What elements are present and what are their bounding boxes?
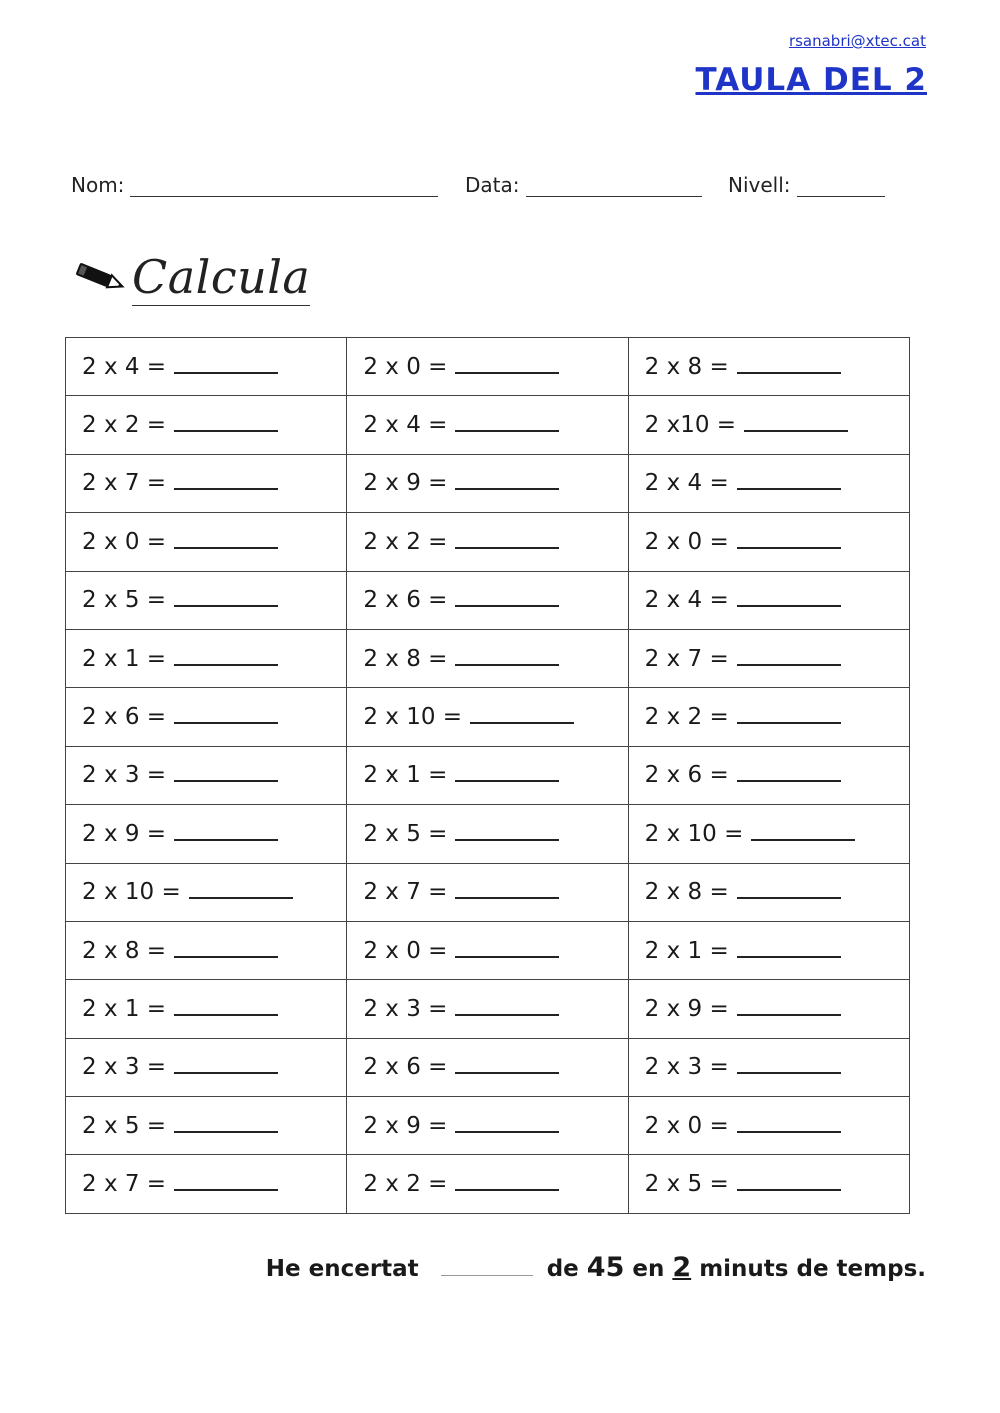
exercise-cell bbox=[628, 571, 909, 629]
score-footer bbox=[266, 1252, 926, 1283]
worksheet-title: TAULA DEL 2 bbox=[695, 62, 927, 98]
exercise-table bbox=[65, 337, 910, 1214]
exercise-prompt: 2 x 7 = bbox=[82, 1171, 167, 1198]
answer-line[interactable] bbox=[174, 648, 278, 666]
exercise-cell bbox=[628, 805, 909, 863]
level-label: Nivell: bbox=[728, 173, 791, 197]
table-row bbox=[66, 1097, 910, 1155]
level-line[interactable] bbox=[797, 177, 885, 197]
answer-line[interactable] bbox=[737, 531, 841, 549]
section-header bbox=[72, 250, 312, 315]
exercise-cell bbox=[66, 338, 347, 396]
answer-line[interactable] bbox=[737, 940, 841, 958]
answer-line[interactable] bbox=[470, 706, 574, 724]
exercise-prompt: 2 x 6 = bbox=[363, 587, 448, 614]
exercise-cell bbox=[347, 746, 628, 804]
footer-connector: en bbox=[632, 1256, 665, 1282]
exercise-cell bbox=[66, 805, 347, 863]
answer-line[interactable] bbox=[455, 881, 559, 899]
exercise-prompt: 2 x 5 = bbox=[82, 1112, 167, 1139]
exercise-prompt: 2 x10 = bbox=[644, 412, 737, 439]
exercise-prompt: 2 x 2 = bbox=[363, 1171, 448, 1198]
exercise-prompt: 2 x 9 = bbox=[82, 820, 167, 847]
exercise-prompt: 2 x 7 = bbox=[363, 879, 448, 906]
answer-line[interactable] bbox=[455, 531, 559, 549]
exercise-cell bbox=[347, 454, 628, 512]
name-label: Nom: bbox=[71, 173, 125, 197]
exercise-prompt: 2 x 1 = bbox=[82, 645, 167, 672]
exercise-cell bbox=[347, 1155, 628, 1213]
exercise-prompt: 2 x 10 = bbox=[82, 879, 181, 906]
answer-line[interactable] bbox=[737, 764, 841, 782]
exercise-prompt: 2 x 9 = bbox=[644, 995, 729, 1022]
table-row bbox=[66, 805, 910, 863]
exercise-cell bbox=[347, 571, 628, 629]
exercise-prompt: 2 x 3 = bbox=[82, 1054, 167, 1081]
exercise-cell bbox=[628, 980, 909, 1038]
exercise-cell bbox=[347, 396, 628, 454]
table-row bbox=[66, 571, 910, 629]
answer-line[interactable] bbox=[737, 648, 841, 666]
exercise-prompt: 2 x 6 = bbox=[363, 1054, 448, 1081]
exercise-prompt: 2 x 9 = bbox=[363, 1112, 448, 1139]
answer-line[interactable] bbox=[737, 998, 841, 1016]
footer-suffix: minuts de temps. bbox=[699, 1256, 926, 1282]
answer-line[interactable] bbox=[455, 1056, 559, 1074]
footer-middle: de bbox=[546, 1256, 579, 1282]
exercise-cell bbox=[347, 688, 628, 746]
answer-line[interactable] bbox=[174, 589, 278, 607]
footer-minutes: 2 bbox=[672, 1252, 692, 1283]
table-row bbox=[66, 980, 910, 1038]
exercise-cell bbox=[66, 1038, 347, 1096]
exercise-prompt: 2 x 3 = bbox=[363, 995, 448, 1022]
date-field[interactable] bbox=[465, 173, 702, 197]
pencil-icon bbox=[72, 261, 128, 295]
exercise-prompt: 2 x 8 = bbox=[644, 879, 729, 906]
exercise-cell bbox=[628, 629, 909, 687]
exercise-cell bbox=[66, 396, 347, 454]
answer-line[interactable] bbox=[737, 1115, 841, 1133]
answer-line[interactable] bbox=[174, 823, 278, 841]
answer-line[interactable] bbox=[174, 1115, 278, 1133]
exercise-cell bbox=[66, 746, 347, 804]
answer-line[interactable] bbox=[174, 1173, 278, 1191]
exercise-cell bbox=[347, 629, 628, 687]
exercise-prompt: 2 x 6 = bbox=[644, 762, 729, 789]
author-email-link[interactable]: rsanabri@xtec.cat bbox=[788, 32, 926, 50]
date-line[interactable] bbox=[526, 177, 702, 197]
exercise-prompt: 2 x 0 = bbox=[363, 937, 448, 964]
exercise-prompt: 2 x 7 = bbox=[82, 470, 167, 497]
exercise-prompt: 2 x 4 = bbox=[644, 470, 729, 497]
footer-prefix: He encertat bbox=[265, 1256, 419, 1282]
exercise-prompt: 2 x 1 = bbox=[82, 995, 167, 1022]
exercise-prompt: 2 x 2 = bbox=[363, 528, 448, 555]
exercise-cell bbox=[66, 1155, 347, 1213]
answer-line[interactable] bbox=[455, 1173, 559, 1191]
exercise-cell bbox=[347, 1097, 628, 1155]
exercise-cell bbox=[628, 338, 909, 396]
table-row bbox=[66, 338, 910, 396]
exercise-prompt: 2 x 3 = bbox=[644, 1054, 729, 1081]
exercise-prompt: 2 x 7 = bbox=[644, 645, 729, 672]
exercise-cell bbox=[628, 921, 909, 979]
table-row bbox=[66, 1038, 910, 1096]
exercise-prompt: 2 x 5 = bbox=[82, 587, 167, 614]
table-row bbox=[66, 396, 910, 454]
name-field[interactable] bbox=[71, 173, 438, 197]
answer-line[interactable] bbox=[737, 472, 841, 490]
exercise-prompt: 2 x 0 = bbox=[644, 1112, 729, 1139]
exercise-cell bbox=[347, 805, 628, 863]
answer-line[interactable] bbox=[174, 1056, 278, 1074]
exercise-cell bbox=[347, 921, 628, 979]
answer-line[interactable] bbox=[174, 998, 278, 1016]
answer-line[interactable] bbox=[189, 881, 293, 899]
exercise-cell bbox=[66, 571, 347, 629]
exercise-cell bbox=[628, 688, 909, 746]
answer-line[interactable] bbox=[455, 356, 559, 374]
answer-line[interactable] bbox=[174, 356, 278, 374]
exercise-cell bbox=[628, 1097, 909, 1155]
answer-line[interactable] bbox=[751, 823, 855, 841]
exercise-prompt: 2 x 10 = bbox=[644, 820, 744, 847]
exercise-prompt: 2 x 0 = bbox=[644, 528, 729, 555]
exercise-prompt: 2 x 4 = bbox=[644, 587, 729, 614]
exercise-cell bbox=[66, 921, 347, 979]
answer-line[interactable] bbox=[737, 706, 841, 724]
exercise-cell bbox=[628, 513, 909, 571]
exercise-prompt: 2 x 2 = bbox=[644, 704, 729, 731]
exercise-prompt: 2 x 0 = bbox=[363, 353, 448, 380]
exercise-prompt: 2 x 2 = bbox=[82, 412, 167, 439]
exercise-cell bbox=[66, 629, 347, 687]
name-line[interactable] bbox=[130, 177, 438, 197]
exercise-cell bbox=[347, 513, 628, 571]
exercise-prompt: 2 x 1 = bbox=[363, 762, 448, 789]
answer-line[interactable] bbox=[455, 648, 559, 666]
exercise-cell bbox=[347, 980, 628, 1038]
exercise-cell bbox=[628, 746, 909, 804]
answer-line[interactable] bbox=[174, 940, 278, 958]
answer-line[interactable] bbox=[737, 356, 841, 374]
answer-line[interactable] bbox=[737, 1056, 841, 1074]
answer-line[interactable] bbox=[455, 823, 559, 841]
exercise-cell bbox=[66, 688, 347, 746]
exercise-cell bbox=[66, 1097, 347, 1155]
exercise-cell bbox=[66, 513, 347, 571]
answer-line[interactable] bbox=[744, 414, 848, 432]
table-row bbox=[66, 1155, 910, 1213]
answer-line[interactable] bbox=[455, 940, 559, 958]
exercise-prompt: 2 x 9 = bbox=[363, 470, 448, 497]
exercise-cell bbox=[347, 1038, 628, 1096]
answer-line[interactable] bbox=[737, 589, 841, 607]
exercise-cell bbox=[66, 980, 347, 1038]
exercise-cell bbox=[628, 396, 909, 454]
answer-line[interactable] bbox=[455, 998, 559, 1016]
answer-line[interactable] bbox=[455, 414, 559, 432]
exercise-prompt: 2 x 5 = bbox=[644, 1171, 729, 1198]
exercise-cell bbox=[628, 1038, 909, 1096]
exercise-prompt: 2 x 1 = bbox=[644, 937, 729, 964]
answer-line[interactable] bbox=[174, 414, 278, 432]
exercise-cell bbox=[66, 454, 347, 512]
answer-line[interactable] bbox=[737, 1173, 841, 1191]
exercise-cell bbox=[347, 338, 628, 396]
exercise-prompt: 2 x 8 = bbox=[363, 645, 448, 672]
answer-line[interactable] bbox=[174, 706, 278, 724]
exercise-prompt: 2 x 10 = bbox=[363, 704, 463, 731]
exercise-prompt: 2 x 4 = bbox=[363, 412, 448, 439]
table-row bbox=[66, 921, 910, 979]
exercise-cell bbox=[347, 863, 628, 921]
answer-line[interactable] bbox=[174, 531, 278, 549]
date-label: Data: bbox=[465, 173, 520, 197]
answer-line[interactable] bbox=[174, 764, 278, 782]
exercise-prompt: 2 x 5 = bbox=[363, 820, 448, 847]
exercise-prompt: 2 x 4 = bbox=[82, 353, 167, 380]
exercise-cell bbox=[628, 1155, 909, 1213]
exercise-prompt: 2 x 8 = bbox=[82, 937, 167, 964]
student-info-row bbox=[71, 173, 931, 203]
footer-total: 45 bbox=[586, 1252, 625, 1283]
table-row bbox=[66, 863, 910, 921]
exercise-cell bbox=[628, 863, 909, 921]
exercise-prompt: 2 x 3 = bbox=[82, 762, 167, 789]
score-answer-line[interactable] bbox=[441, 1254, 533, 1276]
exercise-cell bbox=[628, 454, 909, 512]
section-title: Calcula bbox=[132, 250, 311, 304]
exercise-prompt: 2 x 8 = bbox=[644, 353, 729, 380]
exercise-prompt: 2 x 0 = bbox=[82, 528, 167, 555]
table-row bbox=[66, 513, 910, 571]
table-row bbox=[66, 629, 910, 687]
exercise-cell bbox=[66, 863, 347, 921]
level-field[interactable] bbox=[728, 173, 885, 197]
answer-line[interactable] bbox=[455, 764, 559, 782]
answer-line[interactable] bbox=[174, 472, 278, 490]
answer-line[interactable] bbox=[737, 881, 841, 899]
answer-line[interactable] bbox=[455, 472, 559, 490]
exercise-prompt: 2 x 6 = bbox=[82, 704, 167, 731]
answer-line[interactable] bbox=[455, 589, 559, 607]
table-row bbox=[66, 688, 910, 746]
table-row bbox=[66, 746, 910, 804]
table-row bbox=[66, 454, 910, 512]
answer-line[interactable] bbox=[455, 1115, 559, 1133]
